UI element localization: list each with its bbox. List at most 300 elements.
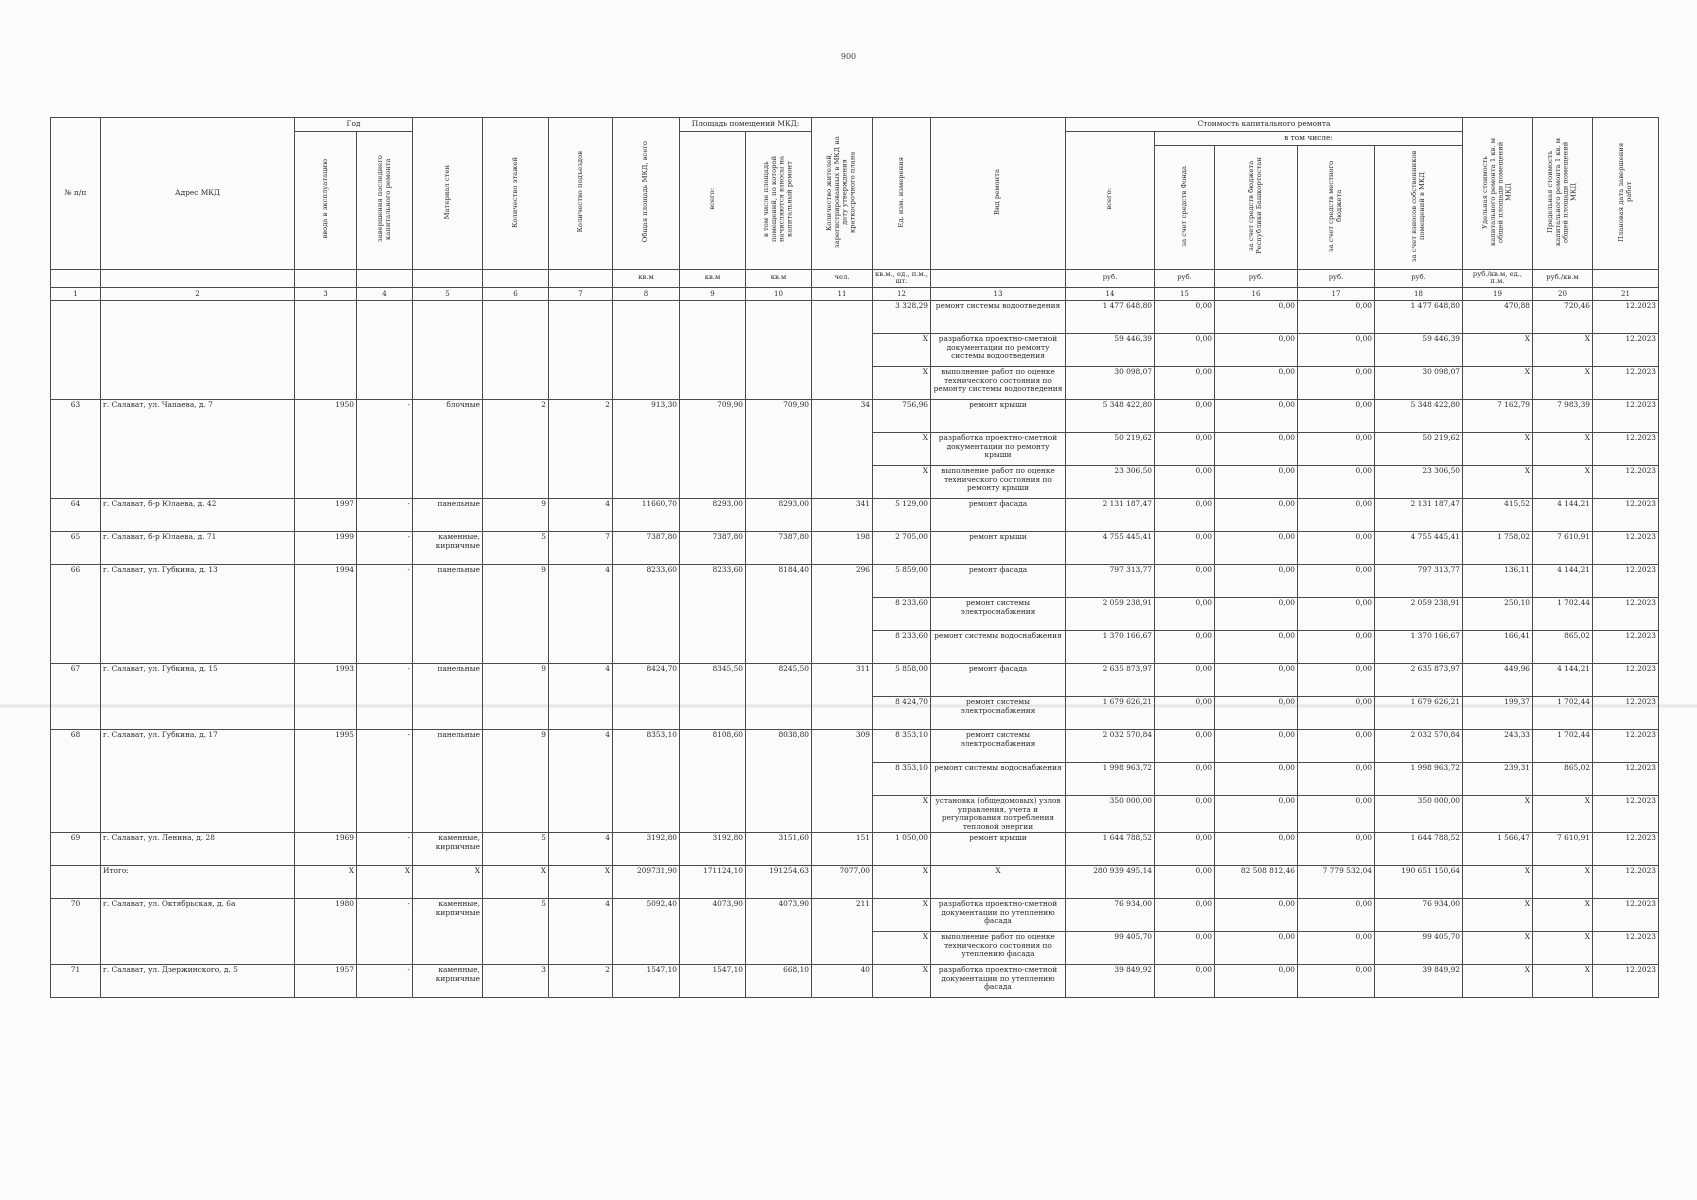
work-type-cell: ремонт крыши xyxy=(931,400,1066,433)
work-type-cell: выполнение работ по оценке технического состояния по ремонту системы водоотведения xyxy=(931,367,1066,400)
cost-local-cell: 0,00 xyxy=(1298,367,1375,400)
col-cost-owners-header: за счет взносов собственников помещений в МКД xyxy=(1375,146,1463,270)
unit-value-cell: 1 050,00 xyxy=(873,833,931,866)
unit-cell xyxy=(549,269,613,288)
specific-cost-cell: 239,31 xyxy=(1463,763,1533,796)
unit-value-cell: X xyxy=(873,367,931,400)
cost-republic-cell: 0,00 xyxy=(1215,400,1298,433)
premises-all-cell: 1547,10 xyxy=(680,965,746,998)
unit-cell: кв.м xyxy=(746,269,812,288)
floors-cell xyxy=(483,301,549,400)
planned-date-cell: 12.2023 xyxy=(1593,301,1659,334)
house-address-cell: г. Салават, ул. Октябрьская, д. 6а xyxy=(101,899,295,965)
cost-fund-cell: 0,00 xyxy=(1155,932,1215,965)
table-header xyxy=(51,118,1659,301)
column-number-cell: 8 xyxy=(613,288,680,301)
year-commission-cell: 1997 xyxy=(295,499,357,532)
house-address-cell: г. Салават, б-р Юлаева, д. 71 xyxy=(101,532,295,565)
planned-date-cell: 12.2023 xyxy=(1593,598,1659,631)
col-unit-header: Ед. изм. измерения xyxy=(873,118,931,270)
limit-cost-cell: 4 144,21 xyxy=(1533,565,1593,598)
premises-res-cell: 668,10 xyxy=(746,965,812,998)
cost-republic-cell: 0,00 xyxy=(1215,367,1298,400)
column-number-cell: 9 xyxy=(680,288,746,301)
house-num-cell: 65 xyxy=(51,532,101,565)
cost-republic-cell: 0,00 xyxy=(1215,565,1298,598)
limit-cost-cell: 4 144,21 xyxy=(1533,499,1593,532)
wall-material-cell: панельные xyxy=(413,730,483,833)
cost-local-cell: 0,00 xyxy=(1298,664,1375,697)
unit-cell: руб. xyxy=(1375,269,1463,288)
cost-owners-cell: 1 679 626,21 xyxy=(1375,697,1463,730)
specific-cost-cell: X xyxy=(1463,466,1533,499)
cost-republic-cell: 0,00 xyxy=(1215,899,1298,932)
cost-owners-cell: 1 477 648,80 xyxy=(1375,301,1463,334)
work-type-cell: установка (общедомовых) узлов управления, учета и регулирования потребления тепловой энергии xyxy=(931,796,1066,833)
planned-date-cell: 12.2023 xyxy=(1593,763,1659,796)
house-address-cell: г. Салават, ул. Губкина, д. 17 xyxy=(101,730,295,833)
cost-total-cell: 76 934,00 xyxy=(1066,899,1155,932)
cost-fund-cell: 0,00 xyxy=(1155,466,1215,499)
unit-value-cell: 5 129,00 xyxy=(873,499,931,532)
limit-cost-cell: X xyxy=(1533,367,1593,400)
residents-cell: 341 xyxy=(812,499,873,532)
cost-total-cell: 59 446,39 xyxy=(1066,334,1155,367)
specific-cost-cell: X xyxy=(1463,433,1533,466)
work-type-cell: разработка проектно-сметной документации по ремонту системы водоотведения xyxy=(931,334,1066,367)
unit-value-cell: 8 233,60 xyxy=(873,631,931,664)
col-premises-res-header: в том числе площадь помещений, по которой начисляются взносы на капитальный ремонт xyxy=(746,132,812,270)
unit-cell xyxy=(357,269,413,288)
entrances-cell: 2 xyxy=(549,965,613,998)
cost-total-cell: 1 679 626,21 xyxy=(1066,697,1155,730)
col-premises-all-header: всего: xyxy=(680,132,746,270)
cost-fund-cell: 0,00 xyxy=(1155,532,1215,565)
residents-cell: 40 xyxy=(812,965,873,998)
entrances-cell: X xyxy=(549,866,613,899)
house-address-cell xyxy=(101,301,295,400)
entrances-cell: 7 xyxy=(549,532,613,565)
cost-total-cell: 1 998 963,72 xyxy=(1066,763,1155,796)
limit-cost-cell: X xyxy=(1533,899,1593,932)
cost-total-cell: 2 059 238,91 xyxy=(1066,598,1155,631)
cost-fund-cell: 0,00 xyxy=(1155,400,1215,433)
cost-republic-cell: 0,00 xyxy=(1215,598,1298,631)
cost-fund-cell: 0,00 xyxy=(1155,899,1215,932)
cost-republic-cell: 0,00 xyxy=(1215,730,1298,763)
specific-cost-cell: 243,33 xyxy=(1463,730,1533,763)
page-number: 900 xyxy=(840,52,857,61)
col-incl-header: в том числе: xyxy=(1155,132,1463,146)
planned-date-cell: 12.2023 xyxy=(1593,532,1659,565)
planned-date-cell: 12.2023 xyxy=(1593,899,1659,932)
units-row xyxy=(51,269,1659,288)
limit-cost-cell: X xyxy=(1533,334,1593,367)
wall-material-cell: блочные xyxy=(413,400,483,499)
col-limit-cost-header: Предельная стоимость капитального ремонта 1 кв. м общей площади помещений МКД xyxy=(1533,118,1593,270)
cost-local-cell: 0,00 xyxy=(1298,301,1375,334)
column-number-cell: 1 xyxy=(51,288,101,301)
specific-cost-cell: X xyxy=(1463,965,1533,998)
planned-date-cell: 12.2023 xyxy=(1593,833,1659,866)
table-row xyxy=(51,730,1659,763)
col-planned-date-header: Плановая дата завершения работ xyxy=(1593,118,1659,270)
planned-date-cell: 12.2023 xyxy=(1593,730,1659,763)
work-type-cell: X xyxy=(931,866,1066,899)
floors-cell: 9 xyxy=(483,565,549,664)
limit-cost-cell: 865,02 xyxy=(1533,763,1593,796)
cost-local-cell: 0,00 xyxy=(1298,433,1375,466)
year-commission-cell: 1950 xyxy=(295,400,357,499)
entrances-cell: 2 xyxy=(549,400,613,499)
column-numbers-row xyxy=(51,288,1659,301)
col-floors-header: Количество этажей xyxy=(483,118,549,270)
unit-cell xyxy=(1593,269,1659,288)
cost-owners-cell: 1 370 166,67 xyxy=(1375,631,1463,664)
cost-fund-cell: 0,00 xyxy=(1155,301,1215,334)
limit-cost-cell: 1 702,44 xyxy=(1533,730,1593,763)
col-year-last-repair-header: завершения последнего капитального ремонта xyxy=(357,132,413,270)
cost-republic-cell: 82 508 812,46 xyxy=(1215,866,1298,899)
cost-total-cell: 23 306,50 xyxy=(1066,466,1155,499)
cost-republic-cell: 0,00 xyxy=(1215,796,1298,833)
cost-total-cell: 50 219,62 xyxy=(1066,433,1155,466)
work-type-cell: ремонт фасада xyxy=(931,499,1066,532)
cost-local-cell: 0,00 xyxy=(1298,899,1375,932)
work-type-cell: ремонт системы водоснабжения xyxy=(931,763,1066,796)
house-num-cell xyxy=(51,866,101,899)
work-type-cell: разработка проектно-сметной документации по ремонту крыши xyxy=(931,433,1066,466)
limit-cost-cell: X xyxy=(1533,433,1593,466)
table-row xyxy=(51,565,1659,598)
table-body xyxy=(51,301,1659,998)
cost-total-cell: 280 939 495,14 xyxy=(1066,866,1155,899)
cost-owners-cell: 2 131 187,47 xyxy=(1375,499,1463,532)
cost-local-cell: 0,00 xyxy=(1298,565,1375,598)
cost-total-cell: 1 477 648,80 xyxy=(1066,301,1155,334)
work-type-cell: ремонт системы водоотведения xyxy=(931,301,1066,334)
premises-res-cell: 8245,50 xyxy=(746,664,812,730)
cost-owners-cell: 39 849,92 xyxy=(1375,965,1463,998)
house-address-cell: г. Салават, ул. Чапаева, д. 7 xyxy=(101,400,295,499)
column-number-cell: 16 xyxy=(1215,288,1298,301)
specific-cost-cell: 250,10 xyxy=(1463,598,1533,631)
planned-date-cell: 12.2023 xyxy=(1593,697,1659,730)
cost-republic-cell: 0,00 xyxy=(1215,499,1298,532)
table-row xyxy=(51,400,1659,433)
cost-total-cell: 99 405,70 xyxy=(1066,932,1155,965)
premises-res-cell: 8184,40 xyxy=(746,565,812,664)
premises-all-cell: 709,90 xyxy=(680,400,746,499)
cost-owners-cell: 59 446,39 xyxy=(1375,334,1463,367)
year-last-repair-cell: - xyxy=(357,400,413,499)
house-num-cell: 69 xyxy=(51,833,101,866)
cost-republic-cell: 0,00 xyxy=(1215,631,1298,664)
table-row xyxy=(51,301,1659,334)
premises-all-cell: 3192,80 xyxy=(680,833,746,866)
unit-value-cell: 8 424,70 xyxy=(873,697,931,730)
year-commission-cell: 1999 xyxy=(295,532,357,565)
column-number-cell: 11 xyxy=(812,288,873,301)
limit-cost-cell: 7 610,91 xyxy=(1533,532,1593,565)
year-last-repair-cell: - xyxy=(357,664,413,730)
year-commission-cell: 1995 xyxy=(295,730,357,833)
entrances-cell: 4 xyxy=(549,730,613,833)
limit-cost-cell: 865,02 xyxy=(1533,631,1593,664)
premises-all-cell: 8293,00 xyxy=(680,499,746,532)
specific-cost-cell: X xyxy=(1463,796,1533,833)
column-number-cell: 20 xyxy=(1533,288,1593,301)
table-row xyxy=(51,532,1659,565)
specific-cost-cell: 1 566,47 xyxy=(1463,833,1533,866)
col-cost-fund-header: за счет средств Фонда xyxy=(1155,146,1215,270)
specific-cost-cell: 415,52 xyxy=(1463,499,1533,532)
planned-date-cell: 12.2023 xyxy=(1593,631,1659,664)
col-premises-group-header: Площадь помещений МКД: xyxy=(680,118,812,132)
cost-total-cell: 797 313,77 xyxy=(1066,565,1155,598)
wall-material-cell: панельные xyxy=(413,565,483,664)
planned-date-cell: 12.2023 xyxy=(1593,965,1659,998)
cost-republic-cell: 0,00 xyxy=(1215,965,1298,998)
total-area-cell: 1547,10 xyxy=(613,965,680,998)
column-number-cell: 14 xyxy=(1066,288,1155,301)
cost-fund-cell: 0,00 xyxy=(1155,866,1215,899)
cost-local-cell: 0,00 xyxy=(1298,400,1375,433)
house-address-cell: г. Салават, б-р Юлаева, д. 42 xyxy=(101,499,295,532)
cost-total-cell: 2 032 570,84 xyxy=(1066,730,1155,763)
work-type-cell: разработка проектно-сметной документации по утеплению фасада xyxy=(931,965,1066,998)
cost-owners-cell: 23 306,50 xyxy=(1375,466,1463,499)
year-last-repair-cell: - xyxy=(357,565,413,664)
cost-fund-cell: 0,00 xyxy=(1155,965,1215,998)
cost-fund-cell: 0,00 xyxy=(1155,334,1215,367)
limit-cost-cell: 7 610,91 xyxy=(1533,833,1593,866)
premises-all-cell: 7387,80 xyxy=(680,532,746,565)
col-address-header: Адрес МКД xyxy=(101,118,295,270)
year-last-repair-cell: - xyxy=(357,833,413,866)
wall-material-cell xyxy=(413,301,483,400)
limit-cost-cell: X xyxy=(1533,965,1593,998)
cost-local-cell: 0,00 xyxy=(1298,965,1375,998)
house-address-cell: г. Салават, ул. Ленина, д. 28 xyxy=(101,833,295,866)
premises-res-cell xyxy=(746,301,812,400)
premises-all-cell: 171124,10 xyxy=(680,866,746,899)
limit-cost-cell: X xyxy=(1533,932,1593,965)
cost-local-cell: 7 779 532,04 xyxy=(1298,866,1375,899)
unit-value-cell: X xyxy=(873,433,931,466)
premises-res-cell: 3151,60 xyxy=(746,833,812,866)
col-cost-group-header: Стоимость капитального ремонта xyxy=(1066,118,1463,132)
column-number-cell: 7 xyxy=(549,288,613,301)
unit-value-cell: X xyxy=(873,899,931,932)
year-last-repair-cell: X xyxy=(357,866,413,899)
cost-total-cell: 350 000,00 xyxy=(1066,796,1155,833)
col-total-area-header: Общая площадь МКД, всего xyxy=(613,118,680,270)
total-area-cell: 5092,40 xyxy=(613,899,680,965)
year-commission-cell: X xyxy=(295,866,357,899)
cost-local-cell: 0,00 xyxy=(1298,932,1375,965)
premises-res-cell: 191254,63 xyxy=(746,866,812,899)
column-number-cell: 13 xyxy=(931,288,1066,301)
col-residents-header: Количество жителей, зарегистрированных в МКД на дату утверждения краткосрочного плана xyxy=(812,118,873,270)
planned-date-cell: 12.2023 xyxy=(1593,499,1659,532)
house-address-cell: г. Салават, ул. Губкина, д. 13 xyxy=(101,565,295,664)
house-address-cell: г. Салават, ул. Губкина, д. 15 xyxy=(101,664,295,730)
col-work-type-header: Вид ремонта xyxy=(931,118,1066,270)
cost-republic-cell: 0,00 xyxy=(1215,763,1298,796)
specific-cost-cell: 7 162,79 xyxy=(1463,400,1533,433)
limit-cost-cell: 1 702,44 xyxy=(1533,697,1593,730)
total-area-cell: 11660,70 xyxy=(613,499,680,532)
wall-material-cell: панельные xyxy=(413,664,483,730)
cost-local-cell: 0,00 xyxy=(1298,697,1375,730)
cost-total-cell: 2 131 187,47 xyxy=(1066,499,1155,532)
cost-local-cell: 0,00 xyxy=(1298,598,1375,631)
cost-fund-cell: 0,00 xyxy=(1155,664,1215,697)
specific-cost-cell: X xyxy=(1463,899,1533,932)
residents-cell: 309 xyxy=(812,730,873,833)
table-row xyxy=(51,866,1659,899)
cost-owners-cell: 797 313,77 xyxy=(1375,565,1463,598)
work-type-cell: ремонт фасада xyxy=(931,565,1066,598)
year-last-repair-cell: - xyxy=(357,899,413,965)
total-area-cell: 913,30 xyxy=(613,400,680,499)
cost-republic-cell: 0,00 xyxy=(1215,833,1298,866)
unit-value-cell: X xyxy=(873,866,931,899)
column-number-cell: 17 xyxy=(1298,288,1375,301)
cost-owners-cell: 350 000,00 xyxy=(1375,796,1463,833)
floors-cell: X xyxy=(483,866,549,899)
repair-plan-sheet xyxy=(50,117,1659,998)
unit-value-cell: 2 705,00 xyxy=(873,532,931,565)
cost-total-cell: 39 849,92 xyxy=(1066,965,1155,998)
unit-cell xyxy=(295,269,357,288)
total-area-cell: 209731,90 xyxy=(613,866,680,899)
col-cost-republic-header: за счет средств бюджета Республики Башкортостан xyxy=(1215,146,1298,270)
year-commission-cell: 1969 xyxy=(295,833,357,866)
col-entrances-header: Количество подъездов xyxy=(549,118,613,270)
unit-cell: руб./кв.м, ед., п.м. xyxy=(1463,269,1533,288)
planned-date-cell: 12.2023 xyxy=(1593,932,1659,965)
house-num-cell: 68 xyxy=(51,730,101,833)
specific-cost-cell: X xyxy=(1463,866,1533,899)
floors-cell: 9 xyxy=(483,664,549,730)
total-area-cell: 8233,60 xyxy=(613,565,680,664)
entrances-cell: 4 xyxy=(549,833,613,866)
col-cost-total-header: всего: xyxy=(1066,132,1155,270)
wall-material-cell: панельные xyxy=(413,499,483,532)
cost-local-cell: 0,00 xyxy=(1298,466,1375,499)
cost-total-cell: 1 370 166,67 xyxy=(1066,631,1155,664)
cost-owners-cell: 190 651 150,64 xyxy=(1375,866,1463,899)
residents-cell: 296 xyxy=(812,565,873,664)
cost-fund-cell: 0,00 xyxy=(1155,367,1215,400)
planned-date-cell: 12.2023 xyxy=(1593,367,1659,400)
cost-local-cell: 0,00 xyxy=(1298,532,1375,565)
floors-cell: 2 xyxy=(483,400,549,499)
wall-material-cell: каменные, кирпичные xyxy=(413,833,483,866)
specific-cost-cell: 136,11 xyxy=(1463,565,1533,598)
year-commission-cell: 1993 xyxy=(295,664,357,730)
premises-all-cell: 8108,60 xyxy=(680,730,746,833)
repair-plan-table xyxy=(50,117,1659,998)
residents-cell: 151 xyxy=(812,833,873,866)
table-row xyxy=(51,833,1659,866)
specific-cost-cell: 470,88 xyxy=(1463,301,1533,334)
year-last-repair-cell: - xyxy=(357,532,413,565)
house-num-cell: 66 xyxy=(51,565,101,664)
total-area-cell: 3192,80 xyxy=(613,833,680,866)
cost-local-cell: 0,00 xyxy=(1298,763,1375,796)
specific-cost-cell: 449,96 xyxy=(1463,664,1533,697)
work-type-cell: ремонт системы электроснабжения xyxy=(931,598,1066,631)
premises-res-cell: 4073,90 xyxy=(746,899,812,965)
limit-cost-cell: X xyxy=(1533,866,1593,899)
cost-fund-cell: 0,00 xyxy=(1155,598,1215,631)
planned-date-cell: 12.2023 xyxy=(1593,433,1659,466)
cost-fund-cell: 0,00 xyxy=(1155,499,1215,532)
wall-material-cell: каменные, кирпичные xyxy=(413,965,483,998)
premises-res-cell: 709,90 xyxy=(746,400,812,499)
cost-fund-cell: 0,00 xyxy=(1155,631,1215,664)
floors-cell: 9 xyxy=(483,499,549,532)
cost-fund-cell: 0,00 xyxy=(1155,433,1215,466)
unit-value-cell: 8 233,60 xyxy=(873,598,931,631)
entrances-cell: 4 xyxy=(549,899,613,965)
total-area-cell: 8353,10 xyxy=(613,730,680,833)
house-num-cell: 71 xyxy=(51,965,101,998)
year-last-repair-cell: - xyxy=(357,965,413,998)
planned-date-cell: 12.2023 xyxy=(1593,664,1659,697)
floors-cell: 3 xyxy=(483,965,549,998)
cost-fund-cell: 0,00 xyxy=(1155,833,1215,866)
unit-cell: чел. xyxy=(812,269,873,288)
cost-owners-cell: 76 934,00 xyxy=(1375,899,1463,932)
specific-cost-cell: 1 758,02 xyxy=(1463,532,1533,565)
unit-value-cell: 3 328,29 xyxy=(873,301,931,334)
wall-material-cell: каменные, кирпичные xyxy=(413,899,483,965)
cost-republic-cell: 0,00 xyxy=(1215,697,1298,730)
cost-owners-cell: 4 755 445,41 xyxy=(1375,532,1463,565)
house-num-cell: 67 xyxy=(51,664,101,730)
premises-all-cell: 4073,90 xyxy=(680,899,746,965)
premises-all-cell: 8345,50 xyxy=(680,664,746,730)
cost-total-cell: 4 755 445,41 xyxy=(1066,532,1155,565)
cost-republic-cell: 0,00 xyxy=(1215,466,1298,499)
table-row xyxy=(51,664,1659,697)
cost-local-cell: 0,00 xyxy=(1298,796,1375,833)
unit-value-cell: X xyxy=(873,466,931,499)
floors-cell: 9 xyxy=(483,730,549,833)
house-address-cell: г. Салават, ул. Дзержинского, д. 5 xyxy=(101,965,295,998)
cost-total-cell: 30 098,07 xyxy=(1066,367,1155,400)
cost-fund-cell: 0,00 xyxy=(1155,763,1215,796)
entrances-cell xyxy=(549,301,613,400)
unit-cell: кв.м xyxy=(680,269,746,288)
cost-republic-cell: 0,00 xyxy=(1215,334,1298,367)
specific-cost-cell: X xyxy=(1463,932,1533,965)
planned-date-cell: 12.2023 xyxy=(1593,466,1659,499)
cost-fund-cell: 0,00 xyxy=(1155,796,1215,833)
residents-cell: 34 xyxy=(812,400,873,499)
unit-cell: руб. xyxy=(1215,269,1298,288)
col-num-header: № п/п xyxy=(51,118,101,270)
planned-date-cell: 12.2023 xyxy=(1593,334,1659,367)
cost-fund-cell: 0,00 xyxy=(1155,565,1215,598)
total-area-cell xyxy=(613,301,680,400)
unit-cell: руб./кв.м xyxy=(1533,269,1593,288)
planned-date-cell: 12.2023 xyxy=(1593,400,1659,433)
